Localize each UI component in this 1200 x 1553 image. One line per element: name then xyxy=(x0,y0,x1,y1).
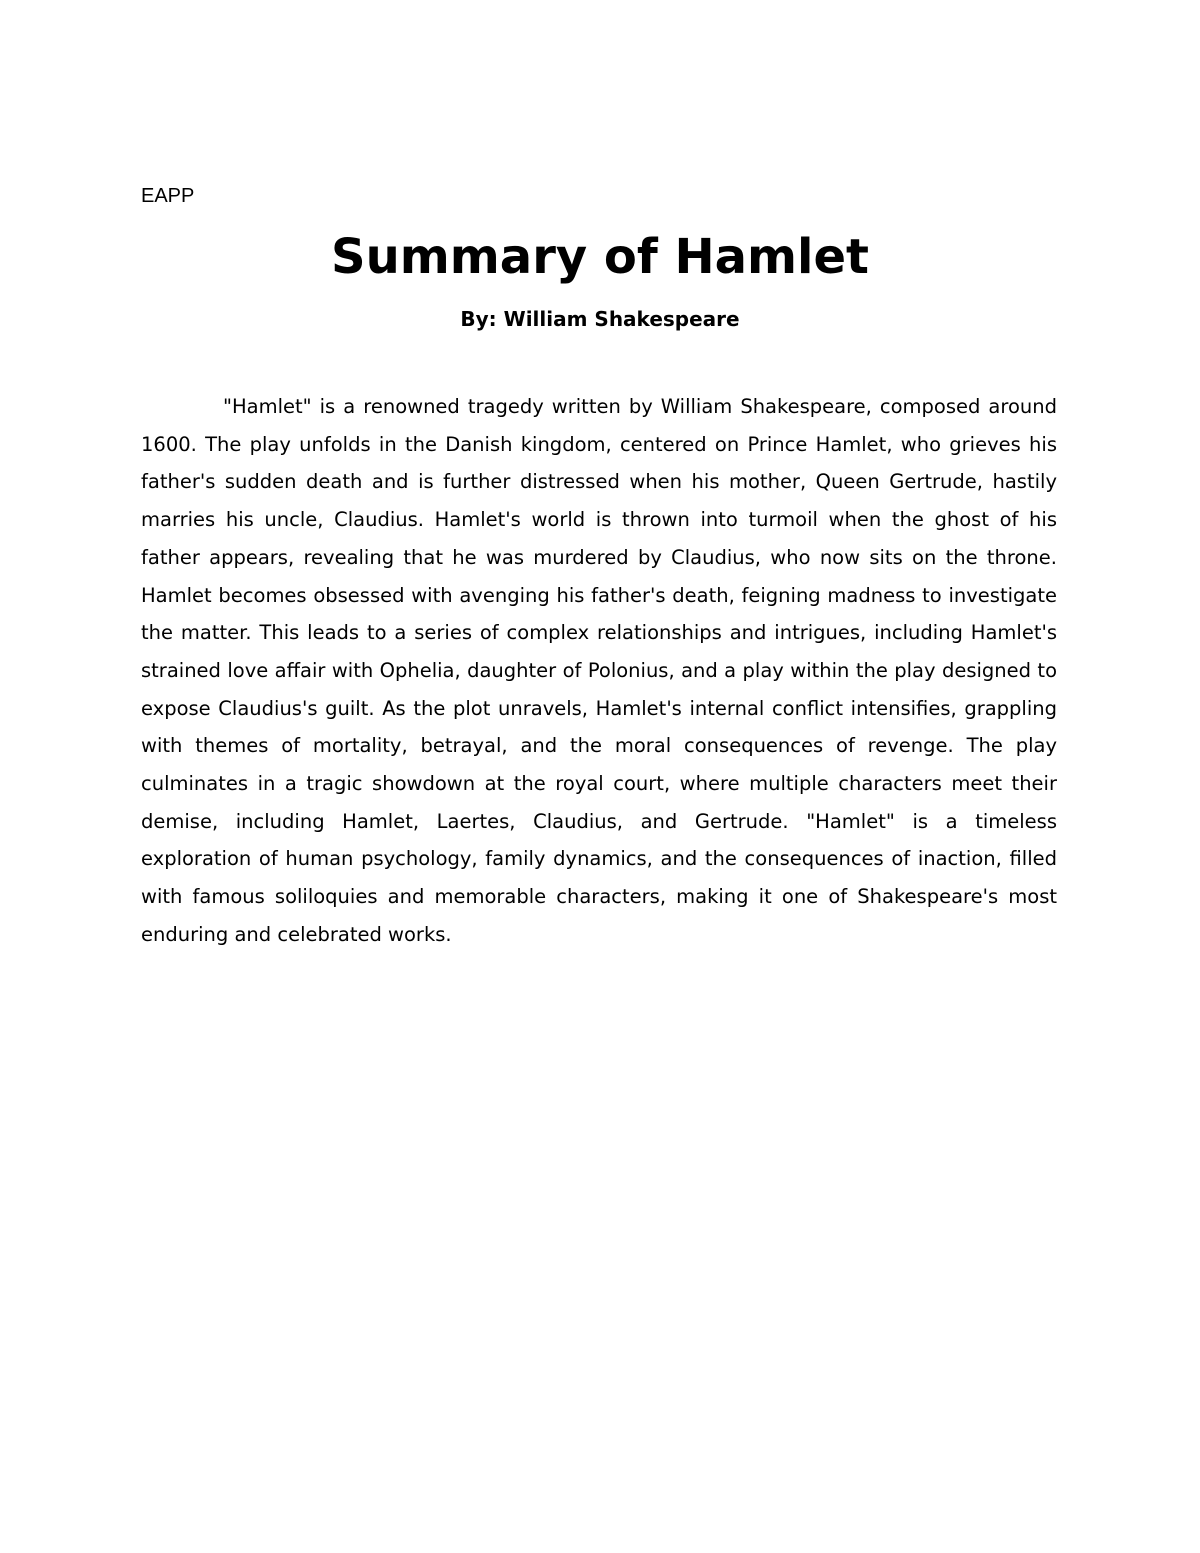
summary-paragraph: "Hamlet" is a renowned tragedy written by William Shakespeare, composed around 1600. The play unfolds in the Danish kingdom, centered on Prince Hamlet, who grieves his father's sudden death and is further distressed when his mother, Queen Gertrude, hastily marries his uncle, Claudius. Hamlet's world is thrown into turmoil when the ghost of his father appears, revealing that he was murdered by Claudius, who now sits on the throne. Hamlet becomes obsessed with avenging his father's death, feigning madness to investigate the matter. This leads to a series of complex relationships and intrigues, including Hamlet's strained love affair with Ophelia, daughter of Polonius, and a play within the play designed to expose Claudius's guilt. As the plot unravels, Hamlet's internal conflict intensifies, grappling with themes of mortality, betrayal, and the moral consequences of revenge. The play culminates in a tragic showdown at the royal court, where multiple characters meet their demise, including Hamlet, Laertes, Claudius, and Gertrude. "Hamlet" is a timeless exploration of human psychology, family dynamics, and the consequences of inaction, filled with famous soliloquies and memorable characters, making it one of Shakespeare's most enduring and celebrated works. xyxy=(141,395,1057,946)
document-title: Summary of Hamlet xyxy=(331,229,869,285)
author-byline: By: William Shakespeare xyxy=(460,307,740,331)
course-label: EAPP xyxy=(141,185,195,207)
